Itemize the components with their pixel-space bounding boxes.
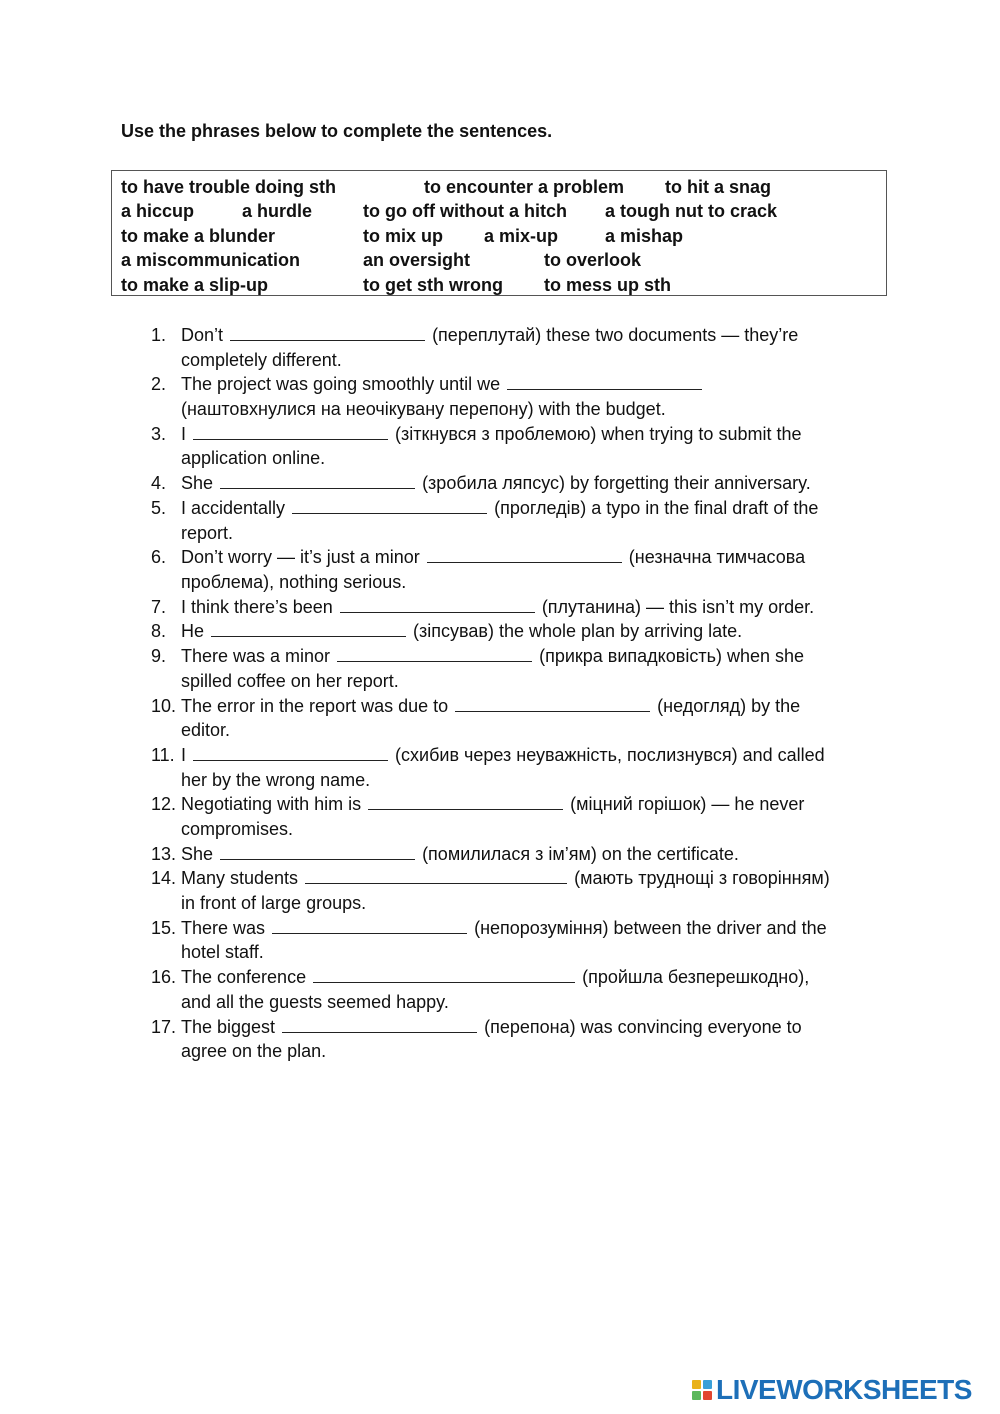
sentence-line bbox=[181, 965, 809, 990]
sentence-text: (пройшла безперешкодно), bbox=[582, 967, 810, 988]
sentence-text: hotel staff. bbox=[181, 942, 264, 963]
sentence-line bbox=[181, 323, 798, 348]
phrase: a hurdle bbox=[242, 201, 313, 221]
sentence-text: There was bbox=[181, 917, 266, 938]
item-number: 10. bbox=[151, 695, 177, 716]
item-number: 4. bbox=[151, 473, 167, 494]
phrase: to go off without a hitch bbox=[363, 201, 567, 221]
item-number: 9. bbox=[151, 646, 167, 667]
sentence-text: application online. bbox=[181, 448, 326, 469]
sentence-line bbox=[181, 718, 230, 743]
sentence-text: (прикра випадковість) when she bbox=[539, 646, 804, 667]
item-number: 7. bbox=[151, 596, 167, 617]
phrase: to have trouble doing sth bbox=[121, 177, 336, 197]
answer-blank[interactable] bbox=[220, 843, 415, 860]
sentence-text: (помилилася з ім’ям) on the certificate. bbox=[422, 843, 739, 864]
answer-blank[interactable] bbox=[313, 966, 575, 983]
sentence-text: her by the wrong name. bbox=[181, 769, 371, 790]
sentence-line bbox=[181, 891, 366, 916]
phrase: to encounter a problem bbox=[424, 177, 625, 197]
sentence-text: and all the guests seemed happy. bbox=[181, 991, 449, 1012]
sentence-line bbox=[181, 446, 325, 471]
sentence-text: The biggest bbox=[181, 1016, 276, 1037]
answer-blank[interactable] bbox=[337, 645, 532, 662]
sentence-text: spilled coffee on her report. bbox=[181, 670, 399, 691]
sentence-text: (незначна тимчасова bbox=[628, 547, 806, 568]
liveworksheets-logo bbox=[692, 1376, 972, 1404]
sentence-text: (зробила ляпсус) by forgetting their anniversary. bbox=[422, 473, 811, 494]
phrase: to mix up bbox=[363, 226, 443, 246]
sentence-text: agree on the plan. bbox=[181, 1041, 327, 1062]
sentence-line bbox=[181, 694, 800, 719]
item-number: 12. bbox=[151, 794, 177, 815]
sentence-text: (переплутай) these two documents — they’re bbox=[432, 325, 799, 345]
item-number: 5. bbox=[151, 497, 167, 518]
answer-blank[interactable] bbox=[211, 620, 406, 637]
sentence-text: completely different. bbox=[181, 349, 342, 370]
sentence-text: compromises. bbox=[181, 818, 294, 839]
sentence-text: (перепона) was convincing everyone to bbox=[484, 1016, 802, 1037]
sentence-line bbox=[181, 990, 449, 1015]
phrase: a mix-up bbox=[484, 226, 559, 246]
sentence-text: report. bbox=[181, 522, 234, 543]
item-number: 16. bbox=[151, 967, 177, 988]
answer-blank[interactable] bbox=[427, 546, 622, 563]
answer-blank[interactable] bbox=[368, 793, 563, 810]
item-number: 2. bbox=[151, 374, 167, 395]
phrase: an oversight bbox=[363, 250, 471, 270]
sentence-text: There was a minor bbox=[181, 646, 331, 667]
sentence-line bbox=[181, 595, 814, 620]
answer-blank[interactable] bbox=[220, 472, 415, 489]
sentence-text: He bbox=[181, 621, 205, 642]
item-number: 13. bbox=[151, 843, 177, 864]
sentence-line bbox=[181, 743, 825, 768]
sentence-line bbox=[181, 817, 293, 842]
phrase: to get sth wrong bbox=[363, 275, 503, 295]
phrase: to mess up sth bbox=[544, 275, 672, 295]
sentence-line bbox=[181, 619, 742, 644]
item-number: 15. bbox=[151, 917, 177, 938]
phrase: to make a blunder bbox=[121, 226, 276, 246]
sentence-line bbox=[181, 348, 342, 373]
sentence-line bbox=[181, 397, 666, 422]
sentence-text: The project was going smoothly until we bbox=[181, 374, 501, 395]
sentence-text: (прогледів) a typo in the final draft of the bbox=[494, 497, 819, 518]
sentence-line bbox=[181, 521, 233, 546]
sentence-line bbox=[181, 842, 739, 867]
item-number: 6. bbox=[151, 547, 167, 568]
answer-blank[interactable] bbox=[340, 596, 535, 613]
item-number: 8. bbox=[151, 621, 167, 642]
answer-blank[interactable] bbox=[507, 373, 702, 390]
item-number: 1. bbox=[151, 325, 167, 345]
sentence-text: I bbox=[181, 744, 187, 765]
phrase: to overlook bbox=[544, 250, 642, 270]
phrase: a tough nut to crack bbox=[605, 201, 778, 221]
logo-icon bbox=[692, 1380, 712, 1400]
answer-blank[interactable] bbox=[292, 497, 487, 514]
answer-blank[interactable] bbox=[193, 423, 388, 440]
sentence-line bbox=[181, 866, 830, 891]
sentence-text: I bbox=[181, 423, 187, 444]
sentence-text: проблема), nothing serious. bbox=[181, 571, 407, 592]
sentence-line bbox=[181, 496, 818, 521]
answer-blank[interactable] bbox=[455, 695, 650, 712]
sentence-line bbox=[181, 471, 811, 496]
logo-text: LIVEWORKSHEETS bbox=[716, 1374, 972, 1405]
answer-blank[interactable] bbox=[272, 917, 467, 934]
instruction: Use the phrases below to complete the sentences. bbox=[121, 121, 553, 141]
sentence-text: (непорозуміння) between the driver and the bbox=[474, 917, 827, 938]
sentence-text: Don’t bbox=[181, 325, 224, 345]
sentence-text: I think there’s been bbox=[181, 596, 333, 617]
sentence-line bbox=[181, 792, 804, 817]
item-number: 14. bbox=[151, 868, 177, 889]
answer-blank[interactable] bbox=[282, 1016, 477, 1033]
sentence-text: (плутанина) — this isn’t my order. bbox=[541, 596, 815, 617]
phrase: a mishap bbox=[605, 226, 684, 246]
sentence-line bbox=[181, 669, 399, 694]
answer-blank[interactable] bbox=[230, 324, 425, 341]
sentence-text: (недогляд) by the bbox=[657, 695, 801, 716]
sentence-text: The error in the report was due to bbox=[181, 695, 449, 716]
phrase: to make a slip-up bbox=[121, 275, 269, 295]
sentence-text: (міцний горішок) — he never bbox=[570, 794, 805, 815]
sentence-line bbox=[181, 545, 805, 570]
sentence-line bbox=[181, 422, 801, 447]
sentence-text: (наштовхнулися на неочікувану перепону) with the budget. bbox=[181, 399, 666, 420]
phrase: a miscommunication bbox=[121, 250, 301, 270]
sentence-text: (мають труднощі з говорінням) bbox=[574, 868, 830, 889]
sentence-text: in front of large groups. bbox=[181, 893, 367, 914]
sentence-text: The conference bbox=[181, 967, 307, 988]
sentence-line bbox=[181, 1039, 326, 1064]
sentence-text: editor. bbox=[181, 720, 231, 741]
sentence-text: (схибив через неуважність, послизнувся) and called bbox=[395, 744, 825, 765]
sentence-text: She bbox=[181, 843, 214, 864]
sentence-line bbox=[181, 916, 827, 941]
sentence-text: (зіткнувся з проблемою) when trying to submit the bbox=[395, 423, 802, 444]
sentence-line bbox=[181, 644, 804, 669]
phrase-box bbox=[111, 170, 887, 296]
sentence-text: I accidentally bbox=[181, 497, 286, 518]
sentence-line bbox=[181, 372, 704, 397]
answer-blank[interactable] bbox=[305, 867, 567, 884]
sentence-text: Many students bbox=[181, 868, 299, 889]
sentence-text: Negotiating with him is bbox=[181, 794, 362, 815]
sentence-text: Don’t worry — it’s just a minor bbox=[181, 547, 420, 568]
sentence-line bbox=[181, 768, 370, 793]
answer-blank[interactable] bbox=[193, 744, 388, 761]
item-number: 11. bbox=[151, 744, 175, 765]
item-number: 3. bbox=[151, 423, 167, 444]
sentence-text: She bbox=[181, 473, 214, 494]
sentence-line bbox=[181, 940, 264, 965]
phrase: a hiccup bbox=[121, 201, 195, 221]
sentence-text: (зіпсував) the whole plan by arriving late. bbox=[413, 621, 743, 642]
phrase: to hit a snag bbox=[665, 177, 772, 197]
sentence-line bbox=[181, 1015, 802, 1040]
sentence-line bbox=[181, 570, 406, 595]
item-number: 17. bbox=[151, 1016, 177, 1037]
